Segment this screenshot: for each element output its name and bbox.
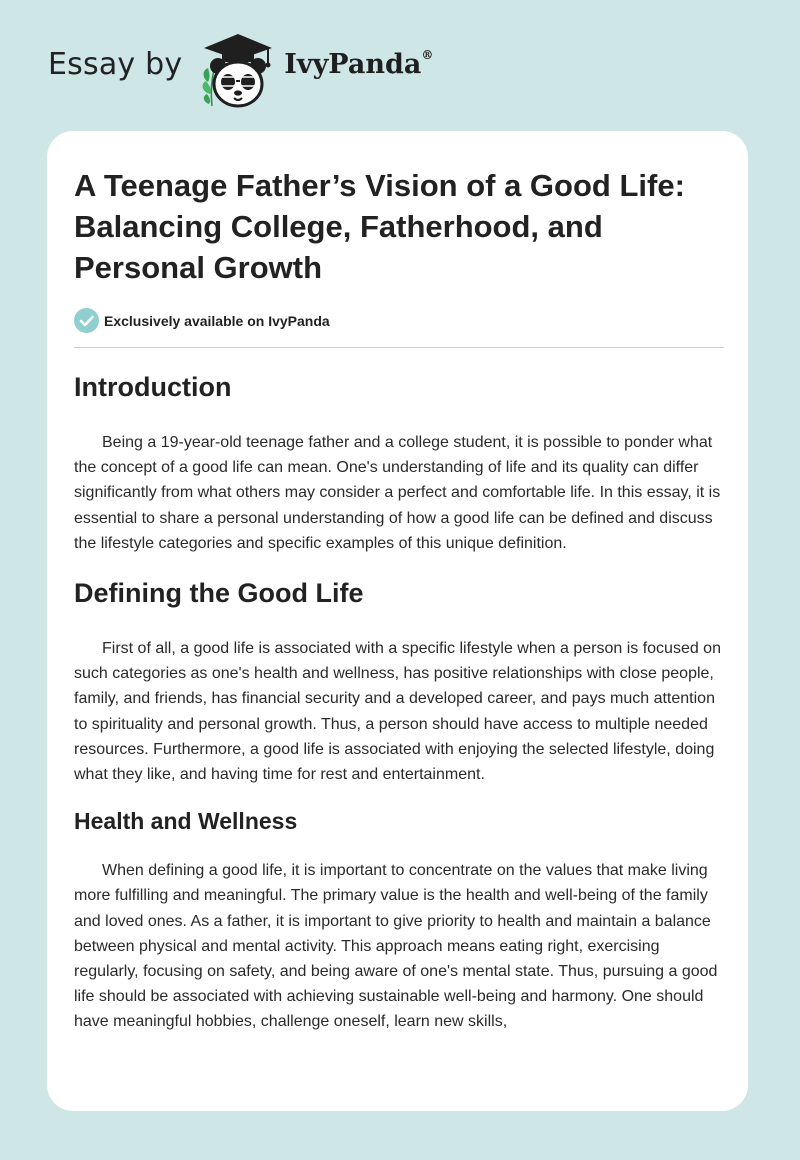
title-divider: [74, 347, 724, 348]
section-heading-health-wellness: Health and Wellness: [74, 808, 298, 835]
section-heading-introduction: Introduction: [74, 372, 232, 402]
registered-mark: ®: [421, 47, 434, 62]
section-paragraph-introduction: Being a 19-year-old teenage father and a college student, it is possible to ponder what the concept of a good life can mean. One's understanding of life and its quality can differ significantly from what others may consider a perfect and comfortable life. In this essay, it is essential to share a personal understanding of how a good life can be defined and discuss the lifestyle categories and specific examples of this unique definition.: [74, 434, 721, 552]
exclusive-badge-label: Exclusively available on IvyPanda: [104, 312, 330, 329]
section-paragraph-defining-good-life: First of all, a good life is associated with a specific lifestyle when a person is focused on such categories as one's health and wellness, has positive relationships with close people, family, and friends, has financial security and a developed career, and pays much attention to spirituality and personal growth. Thus, a person should have access to multiple needed resources. Furthermore, a good life is associated with enjoying the selected lifestyle, doing what they like, and having time for rest and entertainment.: [74, 640, 721, 784]
section-heading-defining-good-life: Defining the Good Life: [74, 578, 364, 609]
essay-card: [47, 131, 748, 1111]
essay-title: A Teenage Father’s Vision of a Good Life: Balancing College, Fatherhood, and Personal Growth: [74, 168, 685, 285]
exclusive-badge: [74, 308, 724, 333]
essay-by-label: Essay by: [48, 46, 183, 82]
check-circle-icon: [74, 308, 99, 333]
ivypanda-panda-logo-icon: [196, 30, 280, 110]
essay-content: [74, 165, 724, 1035]
brand-header: [48, 30, 433, 110]
brand-name-text: IvyPanda: [284, 48, 422, 80]
brand-name: [284, 49, 433, 80]
section-paragraph-health-wellness: When defining a good life, it is important to concentrate on the values that make living more fulfilling and meaningful. The primary value is the health and well-being of the family and loved ones. As a father, it is important to give priority to health and maintain a balance between physical and mental activity. This approach means eating right, exercising regularly, focusing on safety, and being aware of one's mental state. Thus, pursuing a good life should be associated with achieving sustainable well-being and harmony. One should have meaningful hobbies, challenge oneself, learn new skills,: [74, 862, 718, 1031]
